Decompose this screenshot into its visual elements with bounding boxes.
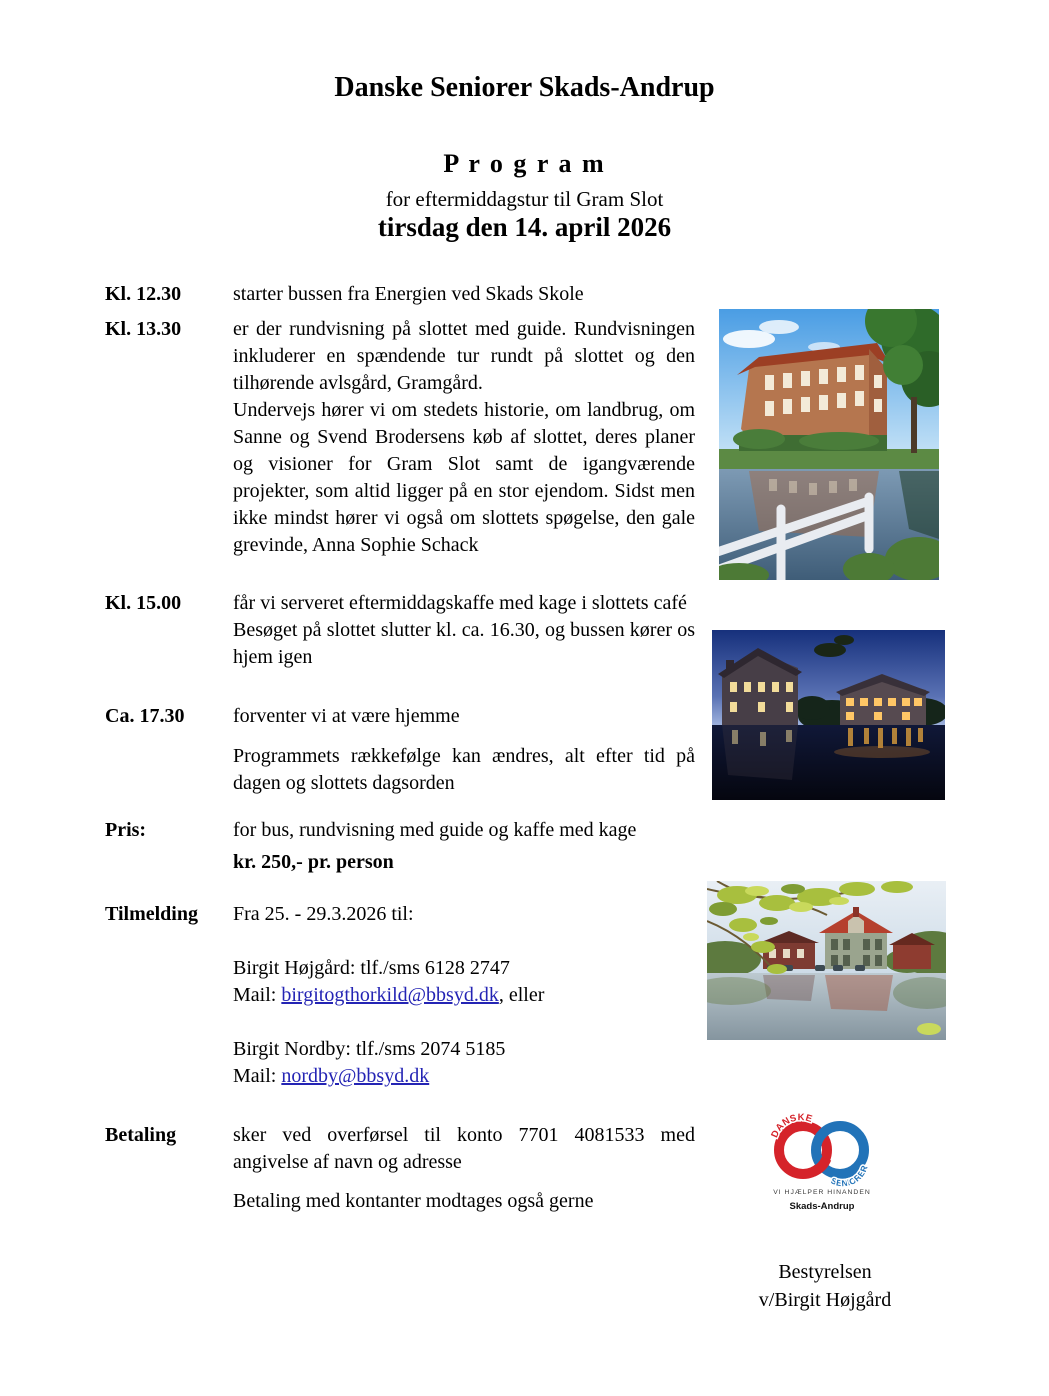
contact-block (233, 955, 695, 1009)
program-note: Programmets rækkefølge kan ændres, alt efter tid på dagen og slottets dagsorden (233, 745, 695, 794)
program-note-row (105, 743, 695, 797)
schedule-text: forventer vi at være hjemme (233, 705, 460, 727)
mail-suffix: , eller (498, 984, 545, 1006)
contact-name: Birgit Nordby: tlf./sms 2074 5185 (233, 1038, 506, 1060)
mail-prefix: Mail: (233, 1065, 282, 1087)
payment-cash-note: Betaling med kontanter modtages også gerne (233, 1190, 594, 1212)
logo-ring-text-seniorer: SENIORER (829, 1163, 870, 1189)
payment-row (105, 1122, 695, 1215)
time-label: Ca. 17.30 (105, 705, 185, 727)
program-subtitle: for eftermiddagstur til Gram Slot (385, 187, 664, 211)
email-link[interactable]: birgitogthorkild@bbsyd.dk (281, 984, 499, 1006)
schedule-text: Undervejs hører vi om stedets historie, om landbrug, om Sanne og Svend Brodersens køb af slottet, deres planer og visioner for Gram Slot samt de igangværende projekter, som altid ligger på en stor ejendom. Sidst men ikke mindst hører vi også om slottets spøgelse, den gale grevinde, Anna Sophie Schack (233, 399, 695, 556)
gram-slot-day-photo (719, 309, 939, 580)
footer-signature (712, 1258, 938, 1314)
contact-block (233, 1036, 695, 1090)
price-description: for bus, rundvisning med guide og kaffe med kage (233, 819, 637, 841)
signup-period: Fra 25. - 29.3.2026 til: (233, 903, 414, 925)
price-label: Pris: (105, 819, 147, 841)
page-title: Danske Seniorer Skads-Andrup (334, 72, 715, 103)
footer-line1: Bestyrelsen (778, 1261, 872, 1283)
gram-slot-lake-photo (707, 881, 946, 1040)
logo-ring-text-danske: DANSKE (769, 1112, 814, 1140)
price-amount: kr. 250,- pr. person (233, 851, 394, 873)
mail-prefix: Mail: (233, 984, 282, 1006)
danske-seniorer-logo (767, 1112, 887, 1225)
logo-tagline: VI HJÆLPER HINANDEN (773, 1189, 871, 1196)
schedule-row-1230 (105, 281, 695, 308)
schedule-text: er der rundvisning på slottet med guide. Rundvisningen inkluderer en spændende tur rundt på slottet og den tilhørende avlsgård, Gramgård. (233, 318, 695, 394)
footer-line2: v/Birgit Højgård (758, 1289, 892, 1311)
payment-text: sker ved overførsel til konto 7701 4081533 med angivelse af navn og adresse (233, 1124, 695, 1173)
time-label: Kl. 13.30 (105, 318, 182, 340)
schedule-row-1330 (105, 316, 695, 559)
program-heading: P r o g r a m (443, 149, 606, 178)
schedule-text: får vi serveret eftermiddagskaffe med kage i slottets café (233, 592, 687, 614)
payment-label: Betaling (105, 1124, 177, 1146)
gram-slot-dusk-photo (712, 630, 945, 800)
schedule-text: starter bussen fra Energien ved Skads Skole (233, 283, 584, 305)
contact-name: Birgit Højgård: tlf./sms 6128 2747 (233, 957, 510, 979)
program-date: tirsdag den 14. april 2026 (377, 212, 672, 242)
email-link[interactable]: nordby@bbsyd.dk (281, 1065, 430, 1087)
time-label: Kl. 15.00 (105, 592, 182, 614)
logo-local-name: Skads-Andrup (789, 1201, 855, 1212)
schedule-row-1730 (105, 703, 695, 730)
price-row (105, 817, 695, 876)
signup-row (105, 901, 695, 1090)
schedule-text: Besøget på slottet slutter kl. ca. 16.30, og bussen kører os hjem igen (233, 619, 695, 668)
signup-label: Tilmelding (105, 903, 198, 925)
time-label: Kl. 12.30 (105, 283, 182, 305)
schedule-row-1500 (105, 590, 695, 671)
